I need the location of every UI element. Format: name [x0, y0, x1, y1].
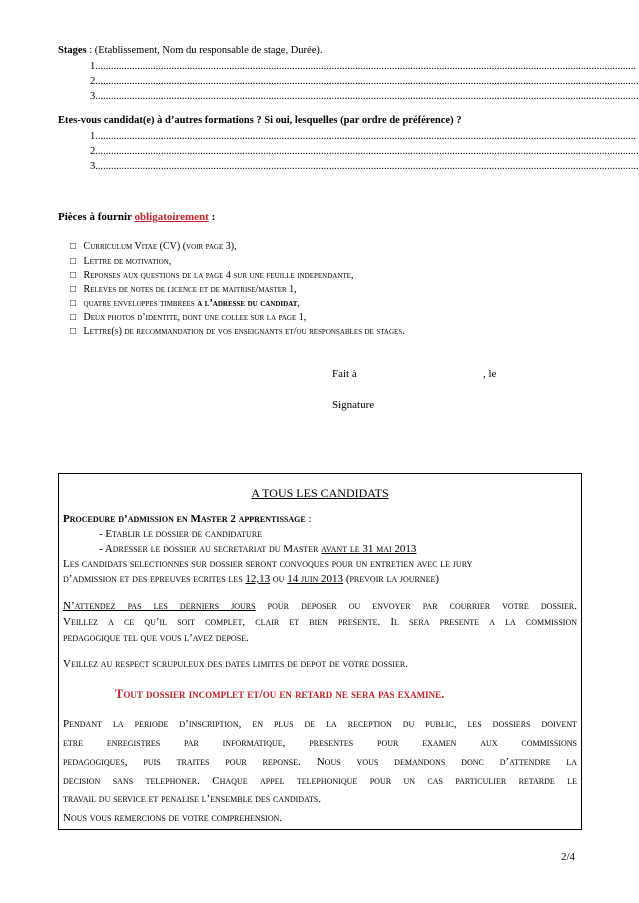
convocation-line-1: Les candidats selectionnes sur dossier seront convoques pour un entretien avec le jury [63, 558, 473, 570]
procedure-step-1: - Etablir le dossier de candidature [99, 528, 263, 540]
checklist-item[interactable]: □ quatre enveloppes timbrees a l’adresse du candidat, [70, 298, 300, 309]
checkbox-icon[interactable]: □ [70, 312, 77, 323]
checklist-item[interactable]: □ Curriculum Vitae (CV) (voir page 3), [70, 241, 237, 252]
checklist-item[interactable]: □ Lettre de motivation, [70, 256, 172, 267]
stages-line-2[interactable]: 2............................................................................................................................................................................................................... [90, 76, 639, 87]
procedure-step-2: - Adresser le dossier au secretariat du Master avant le 31 mai 2013 [99, 543, 417, 555]
checklist-item[interactable]: □ Releves de notes de licence et de maitrise/master 1, [70, 284, 297, 295]
deadline-para-line-2: Veillez a ce qu’il soit complet, clair et bien presente. Il sera presente a la commission [63, 616, 577, 628]
checkbox-icon[interactable]: □ [70, 270, 77, 281]
stages-line-3[interactable]: 3............................................................................................................................................................................................................... [90, 91, 639, 102]
stages-line-1[interactable]: 1.............................................................................................................................................................................................................. [90, 61, 636, 72]
autres-line-3[interactable]: 3............................................................................................................................................................................................................... [90, 161, 639, 172]
signature-label: Signature [332, 399, 375, 411]
period-para-line-1: Pendant la periode d’inscription, en plus de la reception du public, les dossiers doivent [63, 718, 577, 730]
checklist-item[interactable]: □ Lettre(s) de recommandation de vos enseignants et/ou responsables de stages. [70, 326, 405, 337]
period-para-line-4: decision sans telephoner. Chaque appel telephonique pour un cas particulier retarde le [63, 775, 577, 787]
checkbox-icon[interactable]: □ [70, 241, 77, 252]
checkbox-icon[interactable]: □ [70, 326, 77, 337]
stages-detail: : (Etablissement, Nom du responsable de stage, Durée). [86, 45, 323, 56]
convocation-line-2: d’admission et des epreuves ecrites les 12,13 ou 14 juin 2013 (prevoir la journee) [63, 573, 440, 585]
checklist-item[interactable]: □ Reponses aux questions de la page 4 sur une feuille independante, [70, 270, 354, 281]
period-para-line-5: travail du service et penalise l’ensemble des candidats. [63, 793, 322, 805]
stages-heading [58, 45, 323, 56]
checkbox-icon[interactable]: □ [70, 284, 77, 295]
checklist-item[interactable]: □ Deux photos d’identite, dont une collee sur la page 1, [70, 312, 307, 323]
pieces-heading: Pièces à fournir obligatoirement : [58, 211, 216, 223]
date-label: , le [483, 368, 497, 380]
period-para-line-2: etre enregistres par informatique, presentes pour examen aux commissions [63, 737, 577, 749]
pieces-emphasis: obligatoirement [134, 211, 209, 223]
deadline-para-line-1: N’attendez pas les derniers jours pour deposer ou envoyer par courrier votre dossier. [63, 600, 577, 612]
notice-title: A TOUS LES CANDIDATS [251, 486, 389, 500]
procedure-heading: Procedure d’admission en Master 2 apprentissage : [63, 513, 312, 525]
period-para-line-3: pedagogiques, puis traites pour reponse. Nous vous demandons donc d’attendre la [63, 756, 577, 768]
stages-label: Stages [58, 45, 87, 56]
autres-line-2[interactable]: 2............................................................................................................................................................................................................... [90, 146, 639, 157]
incomplete-warning: Tout dossier incomplet et/ou en retard ne sera pas examine. [115, 687, 445, 701]
page-number: 2/4 [561, 851, 576, 863]
thanks-line: Nous vous remercions de votre comprehension. [63, 812, 283, 824]
checkbox-icon[interactable]: □ [70, 298, 77, 309]
checkbox-icon[interactable]: □ [70, 256, 77, 267]
dates-respect-note: Veillez au respect scrupuleux des dates limites de depot de votre dossier. [63, 658, 408, 670]
deadline-para-line-3: pedagogique tel que vous l’avez depose. [63, 632, 249, 644]
autres-question: Etes-vous candidat(e) à d’autres formations ? Si oui, lesquelles (par ordre de préférence) ? [58, 115, 462, 126]
fait-a-label: Fait à [332, 368, 357, 380]
candidates-notice-box [58, 473, 582, 830]
autres-line-1[interactable]: 1.............................................................................................................................................................................................................. [90, 131, 636, 142]
